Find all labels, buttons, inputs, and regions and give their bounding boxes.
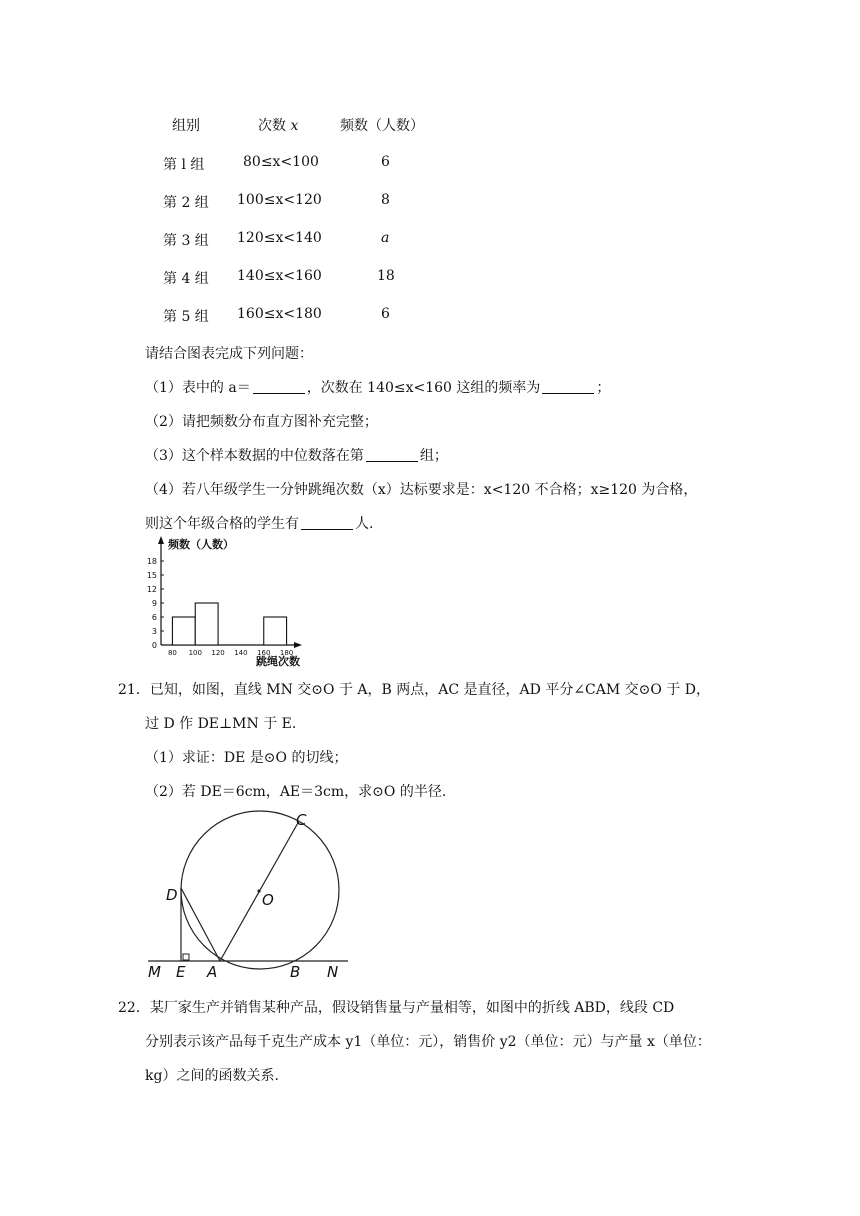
x-tick-label: 160 xyxy=(257,649,271,657)
table-header-group: 组别 xyxy=(172,118,200,134)
label-d: D xyxy=(166,886,178,904)
row-range: 100≤x<120 xyxy=(237,192,322,208)
row-range: 160≤x<180 xyxy=(237,306,322,322)
row-group: 第 3 组 xyxy=(163,233,209,249)
chord-ad xyxy=(181,888,220,961)
y-axis-arrow xyxy=(158,536,164,544)
answer-blank xyxy=(301,515,353,530)
y-tick-label: 15 xyxy=(146,571,157,580)
x-axis-label: 跳绳次数 xyxy=(256,655,300,668)
answer-blank xyxy=(253,379,305,394)
q22-line2: 分别表示该产品每千克生产成本 y1（单位：元），销售价 y2（单位：元）与产量 x（单位： xyxy=(145,1034,711,1050)
row-group: 第 4 组 xyxy=(163,271,209,287)
row-range: 80≤x<100 xyxy=(243,154,319,170)
x-tick-label: 100 xyxy=(188,649,202,657)
table-header-var: x xyxy=(290,118,299,134)
label-a: A xyxy=(207,963,218,980)
q22-line1: 22．某厂家生产并销售某种产品，假设销售量与产量相等，如图中的折线 ABD，线段 CD xyxy=(118,1000,675,1016)
y-tick-label: 9 xyxy=(151,599,157,608)
q21-line2: 过 D 作 DE⊥MN 于 E. xyxy=(145,716,297,732)
x-tick-label: 140 xyxy=(234,649,248,657)
answer-blank xyxy=(542,379,594,394)
circle-tangent-figure xyxy=(140,805,360,980)
label-b: B xyxy=(290,963,301,980)
histogram-bar xyxy=(195,603,218,645)
q20-part4-b: 人. xyxy=(355,516,374,532)
row-group: 第 l 组 xyxy=(163,157,205,173)
q20-part1-b: ，次数在 140≤x<160 这组的频率为 xyxy=(306,380,541,396)
q20-intro: 请结合图表完成下列问题： xyxy=(145,346,313,362)
row-group: 第 5 组 xyxy=(163,309,209,325)
label-m: M xyxy=(148,963,161,980)
row-group: 第 2 组 xyxy=(163,195,209,211)
q20-part1-c: ； xyxy=(596,380,611,396)
q20-part2: （2）请把频数分布直方图补充完整； xyxy=(145,414,378,430)
q20-part4-line1: （4）若八年级学生一分钟跳绳次数（x）达标要求是：x<120 不合格；x≥120 为合格， xyxy=(145,482,698,498)
x-tick-label: 120 xyxy=(211,649,225,657)
q21-part2: （2）若 DE＝6cm，AE＝3cm，求⊙O 的半径. xyxy=(145,784,447,800)
label-e: E xyxy=(176,963,186,980)
x-axis-arrow xyxy=(294,642,302,648)
histogram-bar xyxy=(264,617,287,645)
q20-part3-a: （3）这个样本数据的中位数落在第 xyxy=(145,448,364,464)
label-o: O xyxy=(262,891,274,909)
label-n: N xyxy=(327,963,339,980)
table-header-count-label: 次数 xyxy=(258,118,286,134)
answer-blank xyxy=(366,447,418,462)
row-count: 8 xyxy=(381,192,390,208)
row-count: 6 xyxy=(381,154,390,170)
y-tick-label: 3 xyxy=(151,627,157,636)
q20-part3-b: 组； xyxy=(419,448,448,464)
row-range: 140≤x<160 xyxy=(237,268,322,284)
row-count: 6 xyxy=(381,306,390,322)
center-point xyxy=(257,889,260,892)
q20-part1 xyxy=(145,377,610,397)
histogram-bar xyxy=(172,617,195,645)
x-tick-label: 80 xyxy=(167,649,177,657)
q21-part1: （1）求证：DE 是⊙O 的切线； xyxy=(145,750,348,766)
q20-part4-line2 xyxy=(145,513,373,533)
table-header-count xyxy=(258,115,298,135)
row-count: 18 xyxy=(377,268,395,284)
q20-part3 xyxy=(145,445,448,465)
q21-line1: 21．已知，如图，直线 MN 交⊙O 于 A，B 两点，AC 是直径，AD 平分∠CAM 交⊙O 于 D， xyxy=(118,682,710,698)
q20-part4-a: 则这个年级合格的学生有 xyxy=(145,516,299,532)
table-header-frequency: 频数（人数） xyxy=(340,118,424,134)
y-tick-label: 12 xyxy=(146,585,157,594)
y-tick-label: 0 xyxy=(151,641,157,650)
row-range: 120≤x<140 xyxy=(237,230,322,246)
row-count: a xyxy=(381,230,390,246)
y-tick-label: 18 xyxy=(146,557,157,566)
label-c: C xyxy=(296,811,307,829)
x-tick-label: 180 xyxy=(279,649,294,657)
y-axis-label: 频数（人数） xyxy=(168,538,234,551)
q22-line3: kg）之间的函数关系. xyxy=(145,1068,279,1084)
y-tick-label: 6 xyxy=(151,613,157,622)
right-angle-mark xyxy=(183,954,189,960)
frequency-histogram xyxy=(140,535,340,670)
q20-part1-a: （1）表中的 a＝ xyxy=(145,380,251,396)
